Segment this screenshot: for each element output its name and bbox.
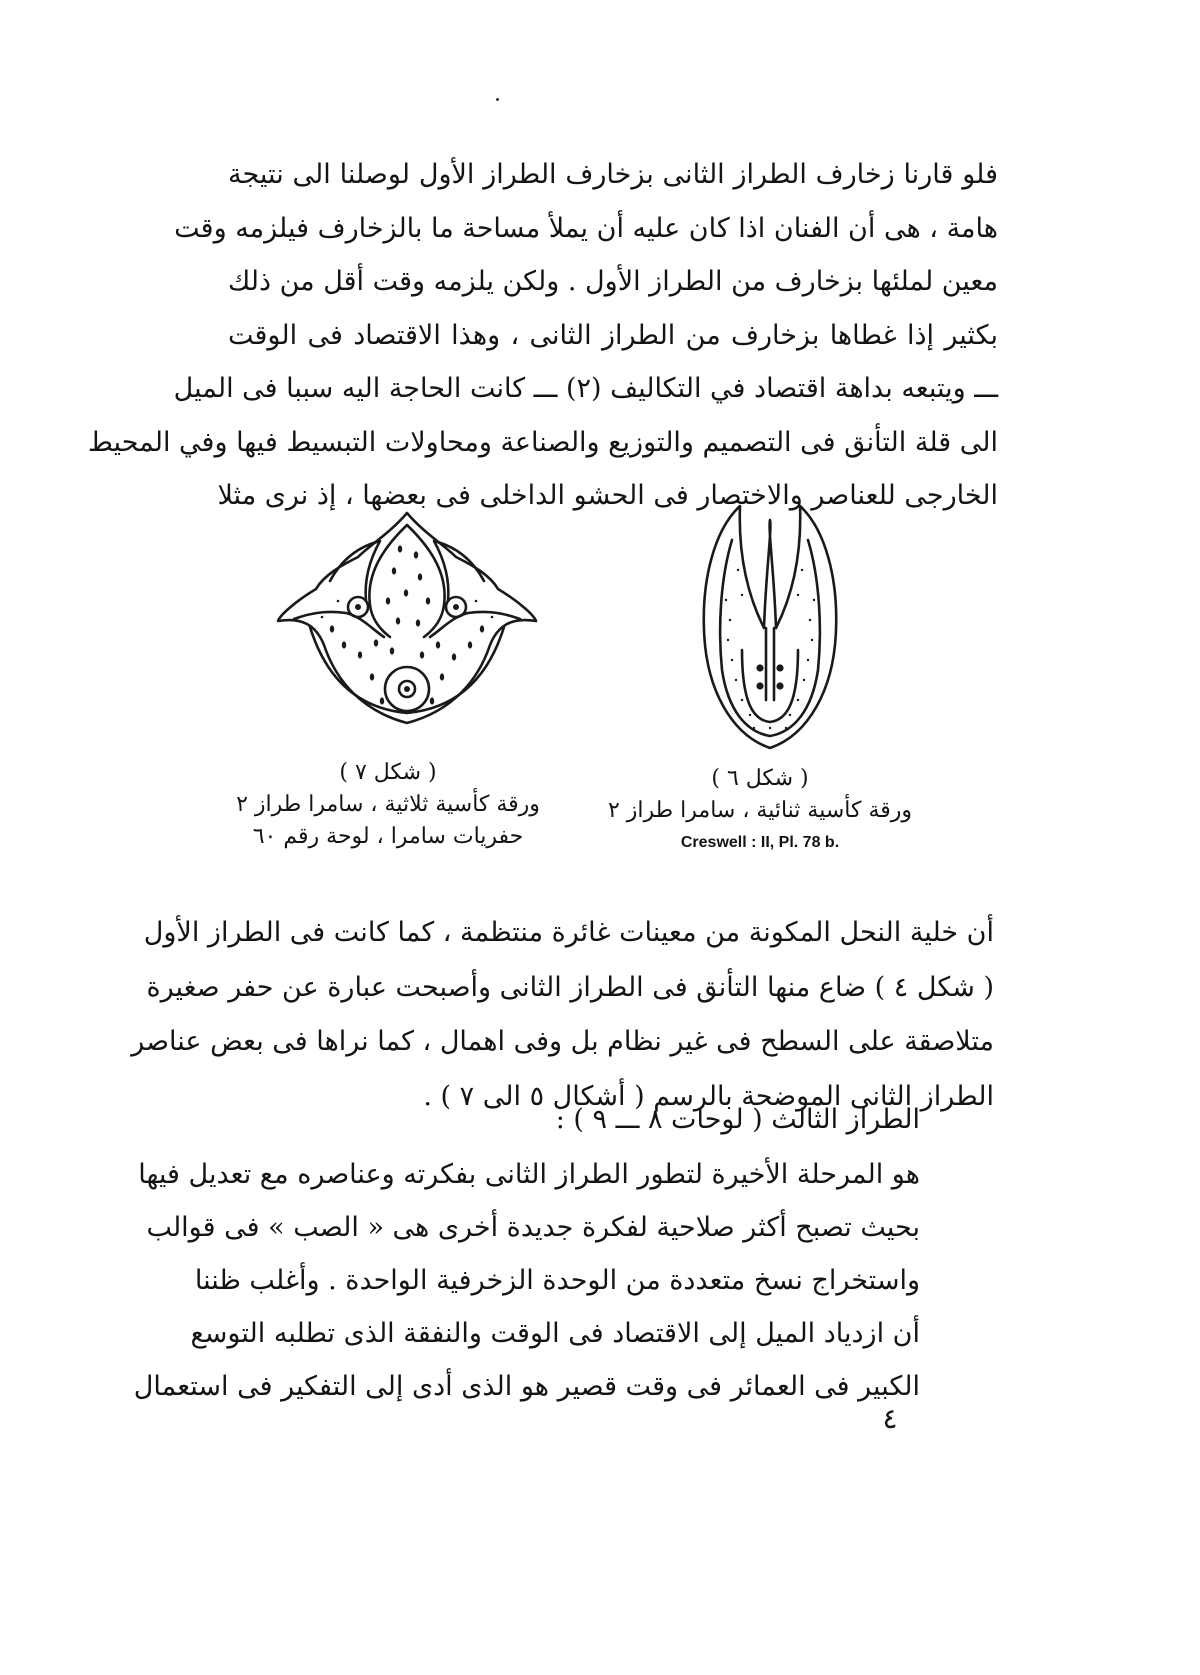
stipple-dot — [741, 594, 743, 596]
figure-6-title: ( شكل ٦ ) — [711, 766, 809, 791]
drill-hole — [392, 567, 396, 574]
drill-hole — [436, 641, 440, 648]
stipple-dot — [803, 679, 805, 681]
stipple-dot — [727, 639, 729, 641]
paragraph-line: فلو قارنا زخارف الطراز الثانى بزخارف الطراز الأول لوصلنا الى نتيجة — [228, 159, 998, 190]
stipple-dot — [337, 600, 340, 603]
drill-hole — [370, 673, 374, 680]
drill-hole — [418, 573, 422, 580]
figure-7-description: ورقة كأسية ثلاثية ، سامرا طراز ٢ — [236, 792, 540, 817]
figure-6-reference: Creswell : II, Pl. 78 b. — [680, 834, 840, 851]
drill-hole — [390, 647, 394, 654]
drill-hole — [430, 697, 434, 704]
paragraph-line: ـــ ويتبعه بداهة اقتصاد في التكاليف (٢) ـــ كانت الحاجة اليه سببا فى الميل — [173, 373, 998, 404]
stipple-dot — [729, 619, 731, 621]
leaf-left-lobe — [330, 541, 380, 601]
page-number: ٤ — [882, 1402, 898, 1435]
stipple-dot — [789, 714, 791, 716]
paragraph-line: واستخراج نسخ متعددة من الوحدة الزخرفية الواحدة . وأغلب ظننا — [194, 1265, 920, 1296]
print-speck — [496, 98, 499, 101]
stipple-dot — [491, 616, 494, 619]
figure-6-caption — [600, 763, 920, 859]
drill-hole — [374, 639, 378, 646]
paragraph-1 — [87, 148, 998, 523]
paragraph-line: الكبير فى العمائر فى وقت قصير هو الذى أدى إلى التفكير فى استعمال — [133, 1371, 920, 1402]
stipple-dot — [811, 639, 813, 641]
curl-eye-dot — [453, 604, 459, 610]
drill-hole — [420, 651, 424, 658]
drill-hole — [440, 673, 444, 680]
stipple-dot — [749, 714, 751, 716]
stipple-dot — [741, 699, 743, 701]
curl-eye-dot — [355, 604, 361, 610]
stipple-dot — [321, 616, 324, 619]
paragraph-line: الطراز الثانى الموضحة بالرسم ( أشكال ٥ الى ٧ ) . — [423, 1080, 994, 1112]
leaf-right-lobe — [434, 541, 484, 601]
stipple-dot — [797, 699, 799, 701]
figure-6-description: ورقة كأسية ثنائية ، سامرا طراز ٢ — [607, 798, 913, 823]
drill-hole — [416, 619, 420, 626]
drill-hole — [404, 589, 408, 596]
figure-7-caption — [218, 757, 558, 853]
drill-hole — [480, 625, 484, 632]
stipple-dot — [737, 569, 739, 571]
paragraph-line: بكثير إذا غطاها بزخارف من الطراز الثانى ، وهذا الاقتصاد فى الوقت — [228, 319, 998, 351]
stipple-dot — [813, 599, 815, 601]
drill-hole — [342, 641, 346, 648]
paragraph-line: الى قلة التأنق فى التصميم والتوزيع والصناعة ومحاولات التبسيط فيها وفي المحيط — [87, 426, 998, 458]
stipple-dot — [735, 679, 737, 681]
drill-hole — [776, 664, 783, 671]
paragraph-2 — [131, 906, 994, 1124]
paragraph-line: أن ازدياد الميل إلى الاقتصاد فى الوقت والنفقة الذى تطلبه التوسع — [190, 1318, 920, 1349]
stipple-dot — [809, 619, 811, 621]
leaf-central-stem — [766, 628, 774, 700]
stipple-dot — [801, 569, 803, 571]
paragraph-line: متلاصقة على السطح فى غير نظام بل وفى اهمال ، كما نراها فى بعض عناصر — [131, 1026, 994, 1057]
paragraph-line: بحيث تصبح أكثر صلاحية لفكرة جديدة أخرى هى « الصب » فى قوالب — [146, 1212, 920, 1243]
stipple-dot — [769, 727, 771, 729]
stipple-dot — [475, 600, 478, 603]
drill-hole — [330, 625, 334, 632]
stipple-dot — [731, 659, 733, 661]
roundel-dot — [404, 686, 410, 692]
section-heading: الطراز الثالث ( لوحات ٨ ـــ ٩ ) : — [555, 1104, 920, 1135]
paragraph-line: ( شكل ٤ ) ضاع منها التأنق فى الطراز الثانى وأصبحت عبارة عن حفر صغيرة — [146, 971, 994, 1003]
figure-7-calyx-leaf-drawing — [272, 505, 542, 735]
paragraph-line: هو المرحلة الأخيرة لتطور الطراز الثانى بفكرته وعناصره مع تعديل فيها — [138, 1159, 920, 1190]
figure-6-calyx-leaf-drawing — [680, 500, 860, 755]
paragraph-3 — [133, 1148, 920, 1413]
drill-hole — [452, 653, 456, 660]
stipple-dot — [753, 727, 755, 729]
leaf-inner-outline — [720, 540, 820, 736]
drill-hole — [756, 664, 763, 671]
drill-hole — [358, 651, 362, 658]
stipple-dot — [807, 659, 809, 661]
drill-hole — [756, 682, 763, 689]
stipple-dot — [797, 594, 799, 596]
paragraph-line: هامة ، هى أن الفنان اذا كان عليه أن يملأ مساحة ما بالزخارف فيلزمه وقت — [174, 212, 998, 244]
drill-hole — [396, 617, 400, 624]
paragraph-line: الخارجى للعناصر والاختصار فى الحشو الداخلى فى بعضها ، إذ نرى مثلا — [217, 480, 998, 511]
stipple-dot — [785, 727, 787, 729]
figure-7-reference: حفريات سامرا ، لوحة رقم ٦٠ — [252, 824, 524, 849]
figure-7-title: ( شكل ٧ ) — [339, 760, 437, 785]
drill-hole — [398, 545, 402, 552]
drill-hole — [414, 551, 418, 558]
leaf-inner-pocket — [742, 650, 798, 722]
drill-hole — [776, 682, 783, 689]
drill-hole — [426, 597, 430, 604]
drill-hole — [380, 697, 384, 704]
paragraph-line: معين لملئها بزخارف من الطراز الأول . ولكن يلزمه وقت أقل من ذلك — [228, 266, 998, 297]
stipple-dot — [725, 599, 727, 601]
paragraph-line: أن خلية النحل المكونة من معينات غائرة منتظمة ، كما كانت فى الطراز الأول — [143, 917, 994, 948]
leaf-outer-outline — [704, 506, 836, 748]
drill-hole — [468, 641, 472, 648]
drill-hole — [386, 597, 390, 604]
